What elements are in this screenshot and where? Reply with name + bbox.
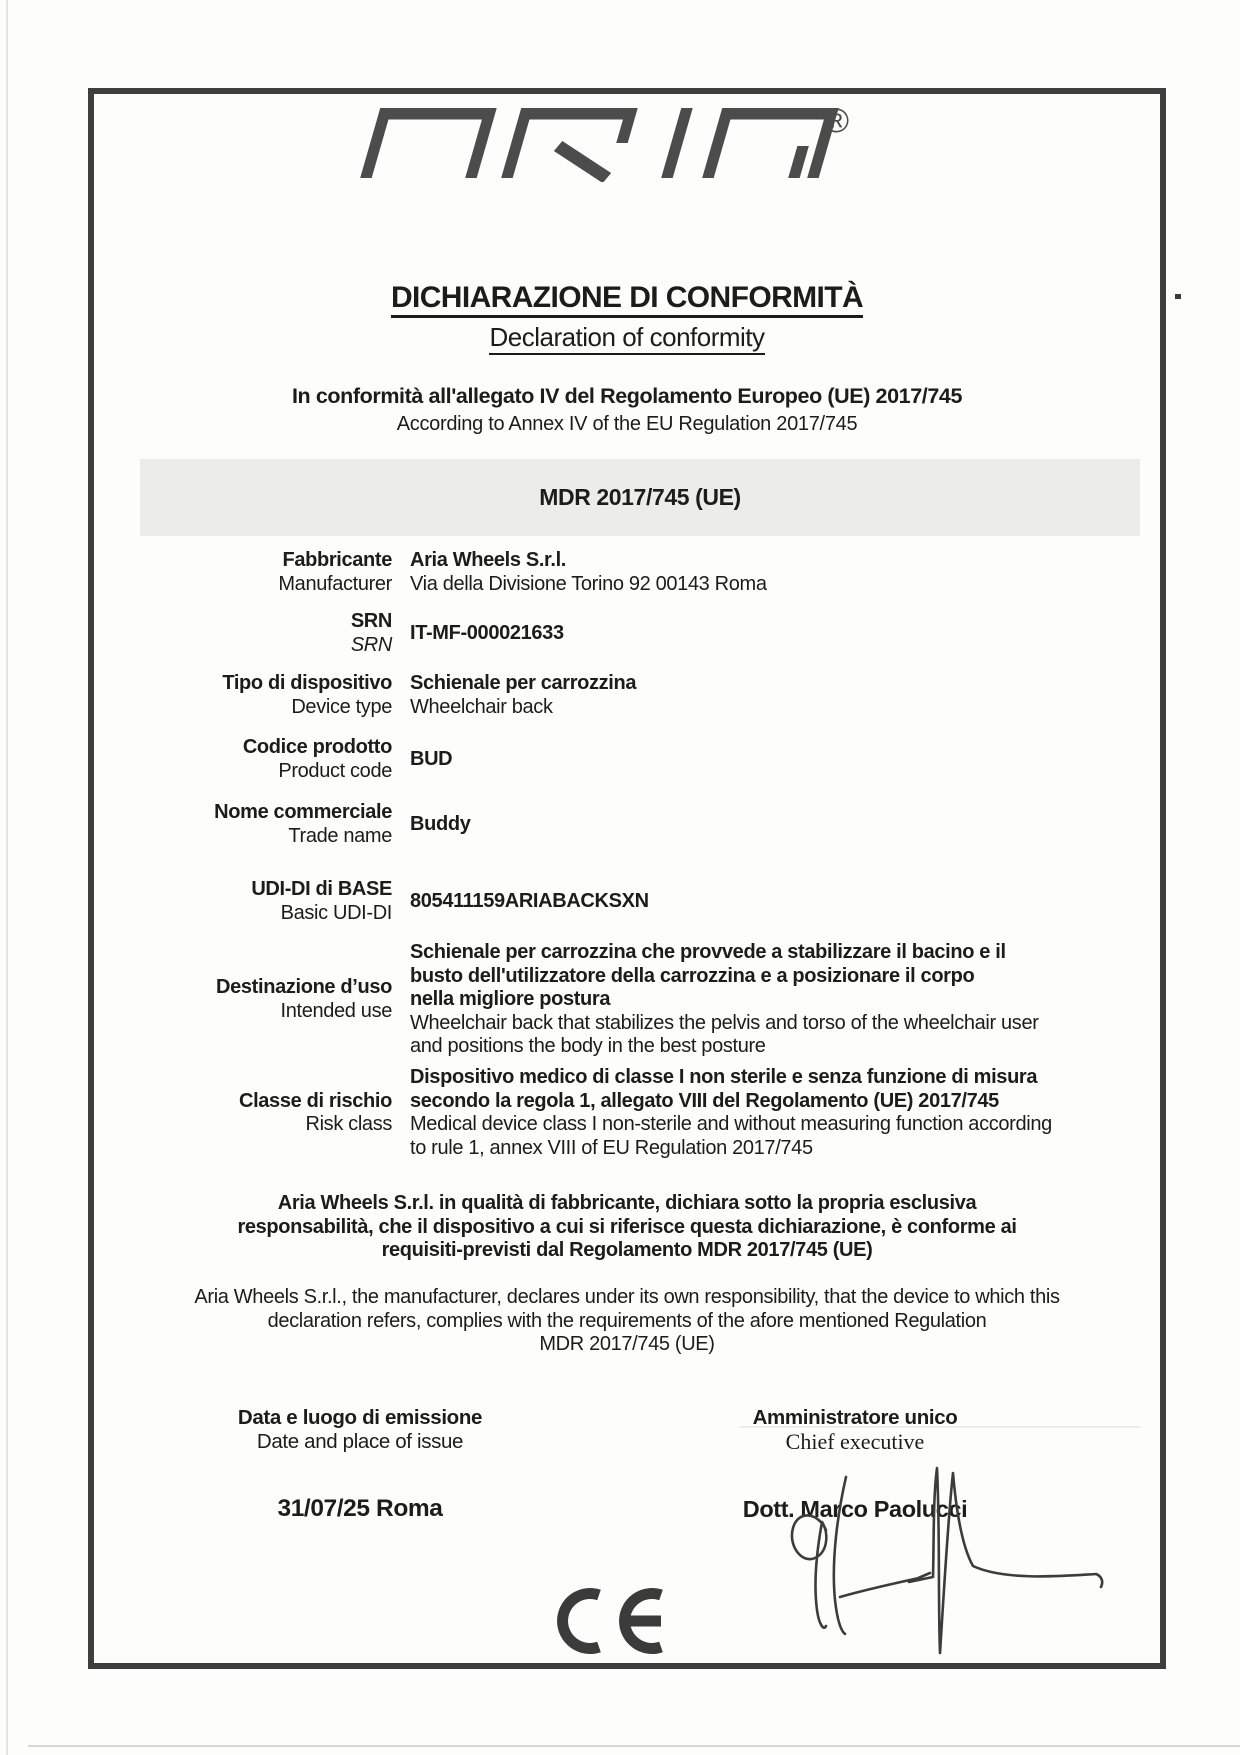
signatory-label-english: Chief executive	[785, 1428, 925, 1454]
field-label: Codice prodotto Product code	[242, 736, 392, 782]
field-row-risk-class	[150, 1066, 1130, 1160]
field-value: BUD	[410, 747, 453, 770]
ce-mark-icon	[551, 1584, 673, 1658]
field-value: 805411159ARIABACKSXN	[410, 889, 649, 912]
signatory-label-italian: Amministratore unico	[752, 1406, 958, 1429]
field-value: Dispositivo medico di classe I non sterile e senza funzione di misura secondo la regola 1, allegato VIII del Regolamento (UE) 2017/745 Medical device class I non-sterile and without measuring function according to rule 1, annex VIII of EU Regulation 2017/745	[410, 1066, 1052, 1159]
aria-wheels-logo	[356, 106, 856, 182]
field-label: Nome commerciale Trade name	[214, 801, 392, 847]
field-row-srn	[150, 610, 1130, 657]
field-row-basic-udi	[150, 878, 1130, 925]
field-label: Fabbricante Manufacturer	[278, 549, 392, 595]
field-row-trade-name	[150, 801, 1130, 848]
regulation-banner	[140, 459, 1140, 536]
field-label: Destinazione d’uso Intended use	[216, 976, 392, 1022]
subtitle-italian: In conformità all'allegato IV del Regolamento Europeo (UE) 2017/745	[291, 384, 963, 408]
issue-date-place: 31/07/25 Roma	[277, 1495, 443, 1522]
handwritten-signature	[780, 1450, 1120, 1665]
field-value: Schienale per carrozzina che provvede a stabilizzare il bacino e il busto dell'utilizzatore della carrozzina e a posizionare il corpo nella migliore postura Wheelchair back that stabilizes the pelvis and torso of the wheelchair user and positions the body in the best posture	[410, 941, 1039, 1057]
field-row-product-code	[150, 736, 1130, 783]
document-title-english: Declaration of conformity	[88, 322, 1166, 353]
signatory-block	[640, 1406, 1070, 1453]
field-label: Tipo di dispositivo Device type	[222, 672, 392, 718]
scan-speck-artifact	[1175, 294, 1181, 299]
declaration-statement-english: Aria Wheels S.r.l., the manufacturer, declares under its own responsibility, that the device to which this declaration refers, complies with the requirements of the afore mentioned Regulation MDR 2017/745 (UE)	[194, 1286, 1060, 1355]
aria-logo-icon	[356, 106, 856, 182]
scan-edge-artifact	[28, 1745, 1240, 1747]
field-value: Aria Wheels S.r.l. Via della Divisione Torino 92 00143 Roma	[410, 549, 767, 595]
scan-edge-artifact	[6, 0, 8, 1755]
regulation-banner-text: MDR 2017/745 (UE)	[539, 484, 741, 510]
issue-label-italian: Data e luogo di emissione	[237, 1406, 483, 1429]
declaration-statement-italian: Aria Wheels S.r.l. in qualità di fabbricante, dichiara sotto la propria esclusiva responsabilità, che il dispositivo a cui si riferisce questa dichiarazione, è conforme ai requisiti-previsti dal Regolamento MDR 2017/745 (UE)	[237, 1192, 1017, 1261]
field-label: UDI-DI di BASE Basic UDI-DI	[251, 878, 392, 924]
field-row-intended-use	[150, 941, 1130, 1059]
signatory-name: Dott. Marco Paolucci	[742, 1496, 968, 1522]
issue-block	[145, 1406, 575, 1453]
field-value: Schienale per carrozzina Wheelchair back	[410, 672, 637, 718]
field-value: IT-MF-000021633	[410, 621, 564, 644]
field-row-device-type	[150, 672, 1130, 719]
issue-label-english: Date and place of issue	[256, 1429, 464, 1453]
registered-trademark-symbol: ®	[824, 106, 850, 140]
field-value: Buddy	[410, 812, 471, 835]
subtitle-english: According to Annex IV of the EU Regulation 2017/745	[396, 413, 858, 435]
field-row-manufacturer	[150, 549, 1130, 596]
field-label: SRN SRN	[350, 610, 392, 656]
document-title-italian: DICHIARAZIONE DI CONFORMITÀ	[88, 281, 1166, 315]
field-label: Classe di rischio Risk class	[238, 1089, 392, 1135]
